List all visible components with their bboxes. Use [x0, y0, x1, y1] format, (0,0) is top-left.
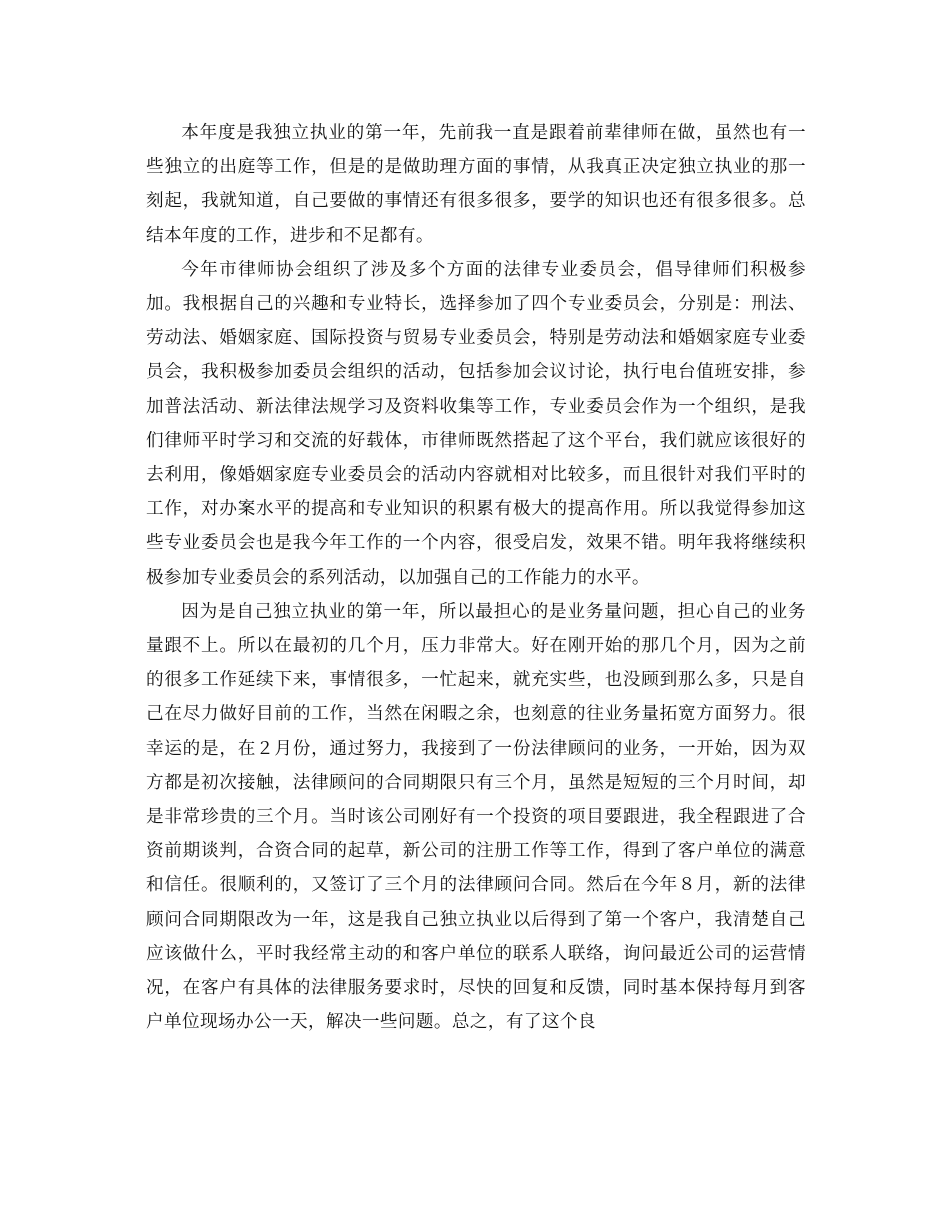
paragraph-3: 因为是自己独立执业的第一年，所以最担心的是业务量问题，担心自己的业务量跟不上。所以在最初的几个月，压力非常大。好在刚开始的那几个月，因为之前的很多工作延续下来，事情很多，一忙起来，就充实些，也没顾到那么多，只是自己在尽力做好目前的工作，当然在闲暇之余，也刻意的往业务量拓宽方面努力。很幸运的是，在２月份，通过努力，我接到了一份法律顾问的业务，一开始，因为双方都是初次接触，法律顾问的合同期限只有三个月，虽然是短短的三个月时间，却是非常珍贵的三个月。当时该公司刚好有一个投资的项目要跟进，我全程跟进了合资前期谈判，合资合同的起草，新公司的注册工作等工作，得到了客户单位的满意和信任。很顺利的，又签订了三个月的法律顾问合同。然后在今年８月，新的法律顾问合同期限改为一年，这是我自己独立执业以后得到了第一个客户，我清楚自己应该做什么，平时我经常主动的和客户单位的联系人联络，询问最近公司的运营情况，在客户有具体的法律服务要求时，尽快的回复和反馈，同时基本保持每月到客户单位现场办公一天，解决一些问题。总之，有了这个良: [146, 601, 806, 1033]
paragraph-1: 本年度是我独立执业的第一年，先前我一直是跟着前辈律师在做，虽然也有一些独立的出庭等工作，但是的是做助理方面的事情，从我真正决定独立执业的那一刻起，我就知道，自己要做的事情还有很多很多，要学的知识也还有很多很多。总结本年度的工作，进步和不足都有。: [146, 123, 806, 246]
paragraph-2: 今年市律师协会组织了涉及多个方面的法律专业委员会，倡导律师们积极参加。我根据自己的兴趣和专业特长，选择参加了四个专业委员会，分别是：刑法、劳动法、婚姻家庭、国际投资与贸易专业委员会，特别是劳动法和婚姻家庭专业委员会，我积极参加委员会组织的活动，包括参加会议讨论，执行电台值班安排，参加普法活动、新法律法规学习及资料收集等工作，专业委员会作为一个组织，是我们律师平时学习和交流的好载体，市律师既然搭起了这个平台，我们就应该很好的去利用，像婚姻家庭专业委员会的活动内容就相对比较多，而且很针对我们平时的工作，对办案水平的提高和专业知识的积累有极大的提高作用。所以我觉得参加这些专业委员会也是我今年工作的一个内容，很受启发，效果不错。明年我将继续积极参加专业委员会的系列活动，以加强自己的工作能力的水平。: [146, 259, 806, 588]
document-body: [146, 116, 806, 1039]
